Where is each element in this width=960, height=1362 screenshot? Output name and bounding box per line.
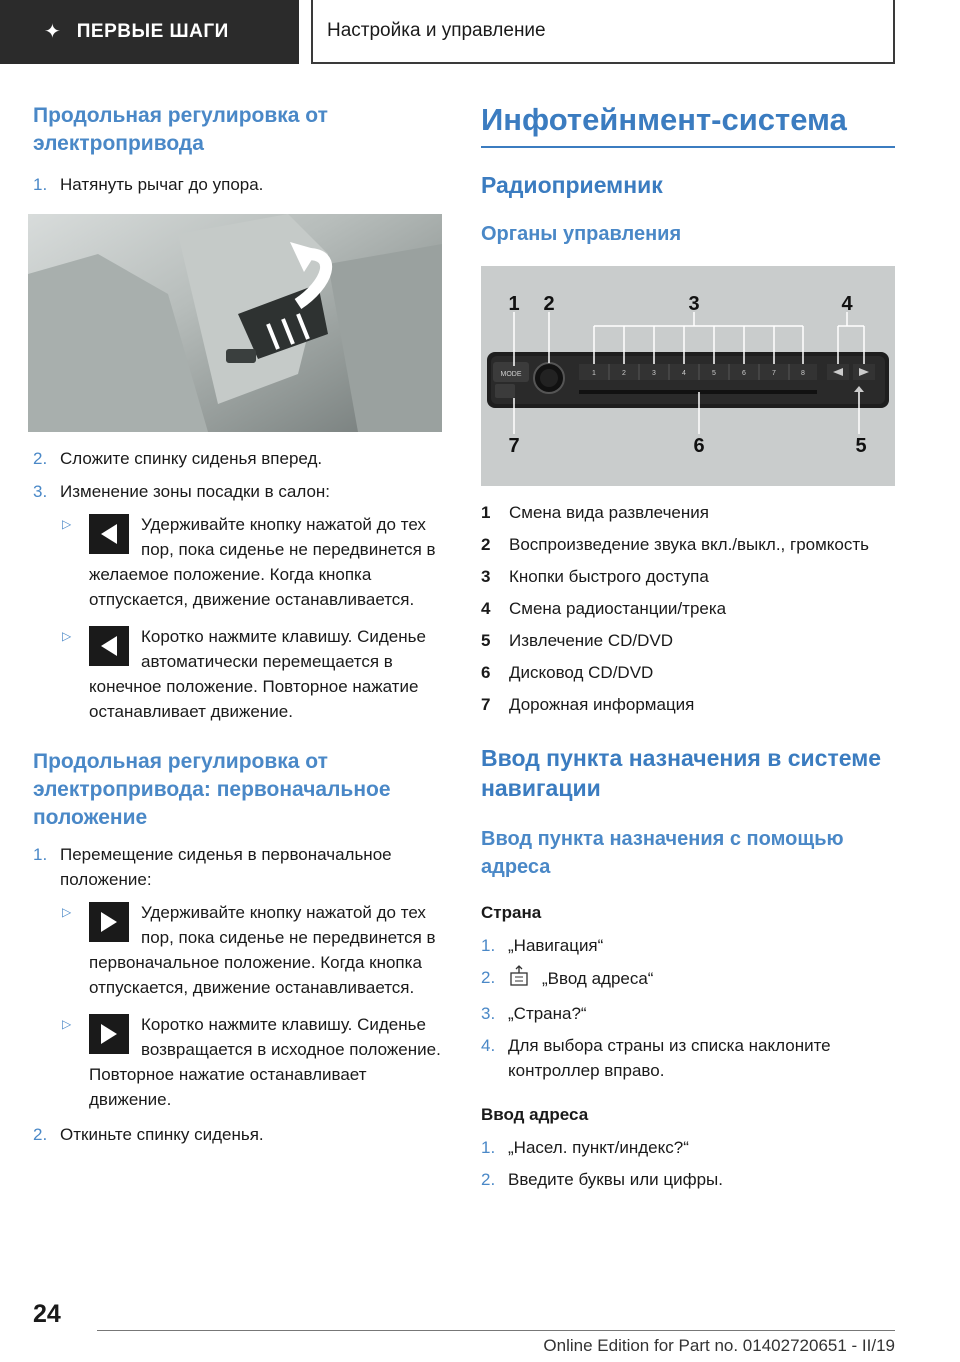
preset-key-label: 6 [742,370,746,377]
preset-keys [579,364,817,380]
radio-controls-diagram [481,266,895,486]
bullet-item: ▷ Удерживайте кнопку нажатой до тех пор, пока сиденье не передвинется в первоначальное положение. Когда кнопка отпускается, движение останавливается. [33,900,443,1000]
preset-key-label: 3 [652,370,656,377]
radio-panel-image [481,266,895,486]
callout-2: 2 [543,293,555,315]
callout-5: 5 [855,435,867,457]
first-steps-icon: ✦ [44,21,61,43]
section-heading: Продольная регулировка от электропривода [33,104,328,155]
arrow-right-button-icon [89,1014,129,1054]
page-number: 24 [33,1300,61,1328]
legend-item: 4 Смена радиостанции/трека [481,599,727,618]
bullet-triangle-icon: ▷ [62,629,72,643]
legend-item: 2 Воспроизведение звука вкл./выкл., громкость [481,535,870,554]
section-title: ПЕРВЫЕ ШАГИ [76,21,229,42]
step: 1. Перемещение сиденья в первоначальное положение: [33,845,392,889]
legend-item: 1 Смена вида развлечения [481,503,709,522]
step: 1. Натянуть рычаг до упора. [33,175,264,194]
seat-photo [28,214,442,432]
step: 2. Введите буквы или цифры. [481,1170,723,1189]
left-column [33,100,443,1147]
section-tab [0,0,299,64]
bullet-item: ▷ Коротко нажмите клавишу. Сиденье автоматически перемещается в конечное положение. Повторное нажатие останавливает движение. [33,624,443,724]
step: 1. „Навигация“ [481,936,604,955]
step: 2. Сложите спинку сиденья вперед. [33,449,323,468]
chapter-tab [311,0,895,64]
preset-key-label: 5 [712,370,716,377]
arrow-left-button-icon [89,626,129,666]
legend-list [481,500,895,717]
preset-key-label: 7 [772,370,776,377]
bullet-triangle-icon: ▷ [62,1017,72,1031]
arrow-left-button-icon [89,514,129,554]
subsection-heading: Органы управления [481,223,682,245]
callout-4: 4 [841,293,853,315]
chapter-title: Настройка и управление [327,20,546,41]
bullet-triangle-icon: ▷ [62,905,72,919]
bullet-item: ▷ Коротко нажмите клавишу. Сиденье возвращается в исходное положение. Повторное нажатие останавливает движение. [33,1012,443,1112]
preset-key-label: 2 [622,370,626,377]
callout-3: 3 [688,293,700,315]
legend-item: 5 Извлечение CD/DVD [481,631,674,650]
step: 2. „Ввод адреса“ [481,965,895,994]
callout-7: 7 [508,435,520,457]
step: 3. „Страна?“ [481,1004,587,1023]
bullet-item: ▷ Удерживайте кнопку нажатой до тех пор, пока сиденье не передвинется в желаемое положение. Когда кнопка отпускается, движение останавливается. [33,512,443,612]
right-column [481,100,895,1192]
legend-item: 7 Дорожная информация [481,695,695,714]
preset-key-label: 4 [682,370,686,377]
seat-lever-illustration [28,214,442,432]
callout-1: 1 [508,293,520,315]
navigation-address-icon [508,965,532,994]
footer-divider [97,1330,895,1331]
mode-key-label: MODE [500,371,522,378]
section-heading: Радиоприемник [481,172,663,198]
preset-key-label: 1 [592,370,596,377]
callout-6: 6 [693,435,705,457]
preset-key-label: 8 [801,370,805,377]
legend-item: 3 Кнопки быстрого доступа [481,567,709,586]
subsection-heading: Ввод пункта назначения с помощью адреса [481,828,844,878]
section-heading: Продольная регулировка от электропривода: первоначальное положение [33,750,391,829]
chapter-heading: Инфотейнмент-система [481,100,895,148]
edition-note: Online Edition for Part no. 01402720651 - II/19 [543,1336,895,1355]
legend-item: 6 Дисковод CD/DVD [481,663,654,682]
step: 4. Для выбора страны из списка наклоните контроллер вправо. [481,1036,831,1080]
arrow-right-button-icon [89,902,129,942]
step: 1. „Насел. пункт/индекс?“ [481,1138,689,1157]
step: 3. Изменение зоны посадки в салон: [33,482,331,501]
bullet-triangle-icon: ▷ [62,517,72,531]
subheading-country: Страна [481,903,542,922]
step: 2. Откиньте спинку сиденья. [33,1125,264,1144]
section-heading: Ввод пункта назначения в системе навигации [481,745,882,801]
subheading-address: Ввод адреса [481,1105,589,1124]
